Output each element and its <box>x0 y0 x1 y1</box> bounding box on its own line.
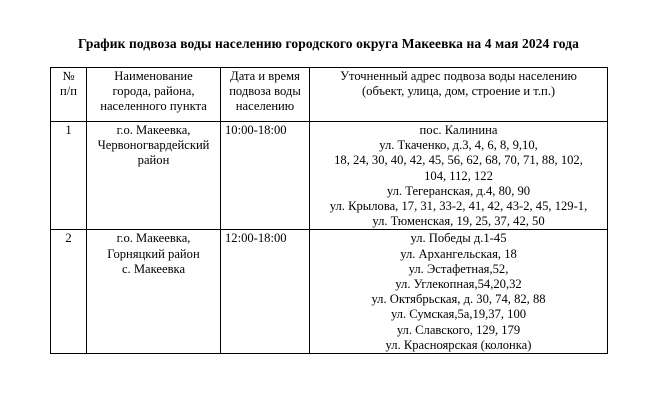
address-line: ул. Сумская,5а,19,37, 100 <box>390 307 527 322</box>
locality-line: с. Макеевка <box>121 261 186 276</box>
address-line: ул. Тюменская, 19, 25, 37, 42, 50 <box>372 214 545 229</box>
row-time <box>221 122 310 230</box>
address-line: 104, 112, 122 <box>424 168 493 183</box>
locality-line: г.о. Макеевка, <box>116 123 191 137</box>
address-line: 18, 24, 30, 40, 42, 45, 56, 62, 68, 70, 71, 88, 102, <box>334 153 583 168</box>
header-time <box>221 68 310 122</box>
address-line: ул. Славского, 129, 179 <box>396 322 521 337</box>
address-line: ул. Октябрьская, д. 30, 74, 82, 88 <box>371 292 546 307</box>
header-name <box>87 68 221 122</box>
address-line: ул. Победы д.1-45 <box>410 231 507 246</box>
header-num-line: п/п <box>60 84 77 99</box>
row-address <box>310 230 608 354</box>
header-address <box>310 68 608 122</box>
row-locality <box>87 122 221 230</box>
delivery-time: 10:00-18:00 <box>225 123 287 137</box>
header-time-line: населению <box>235 99 295 114</box>
locality-line: район <box>137 153 170 168</box>
table-row <box>51 122 608 230</box>
locality-line: г.о. Макеевка, <box>116 231 191 246</box>
water-schedule-table <box>50 67 608 354</box>
header-num <box>51 68 87 122</box>
header-address-line: (объект, улица, дом, строение и т.п.) <box>361 84 556 99</box>
row-num: 1 <box>51 122 87 230</box>
row-address <box>310 122 608 230</box>
table-row <box>51 230 608 354</box>
header-name-line: города, района, <box>112 84 195 99</box>
header-name-line: населенного пункта <box>100 99 207 114</box>
address-line: ул. Архангельская, 18 <box>400 246 517 261</box>
address-line: пос. Калинина <box>419 123 498 137</box>
row-num: 2 <box>51 230 87 354</box>
address-line: ул. Ткаченко, д.3, 4, 6, 8, 9,10, <box>379 138 538 153</box>
row-time <box>221 230 310 354</box>
locality-line: Горняцкий район <box>107 246 200 261</box>
address-line: ул. Тегеранская, д.4, 80, 90 <box>386 183 531 198</box>
address-line: ул. Эстафетная,52, <box>408 261 509 276</box>
address-line: ул. Крылова, 17, 31, 33-2, 41, 42, 43-2, 45, 129-1, <box>329 199 588 214</box>
header-time-line: подвоза воды <box>229 84 301 99</box>
page-title: График подвоза воды населению городского округа Макеевка на 4 мая 2024 года <box>78 36 579 51</box>
header-name-line: Наименование <box>114 69 193 83</box>
header-num-line: № <box>62 69 75 83</box>
address-line: ул. Красноярская (колонка) <box>385 337 532 352</box>
delivery-time: 12:00-18:00 <box>225 231 287 246</box>
address-line: ул. Углекопная,54,20,32 <box>395 277 522 292</box>
row-locality <box>87 230 221 354</box>
locality-line: Червоногвардейский <box>97 138 210 153</box>
header-time-line: Дата и время <box>230 69 300 83</box>
table-header-row <box>51 68 608 122</box>
header-address-line: Уточненный адрес подвоза воды населению <box>340 69 577 83</box>
